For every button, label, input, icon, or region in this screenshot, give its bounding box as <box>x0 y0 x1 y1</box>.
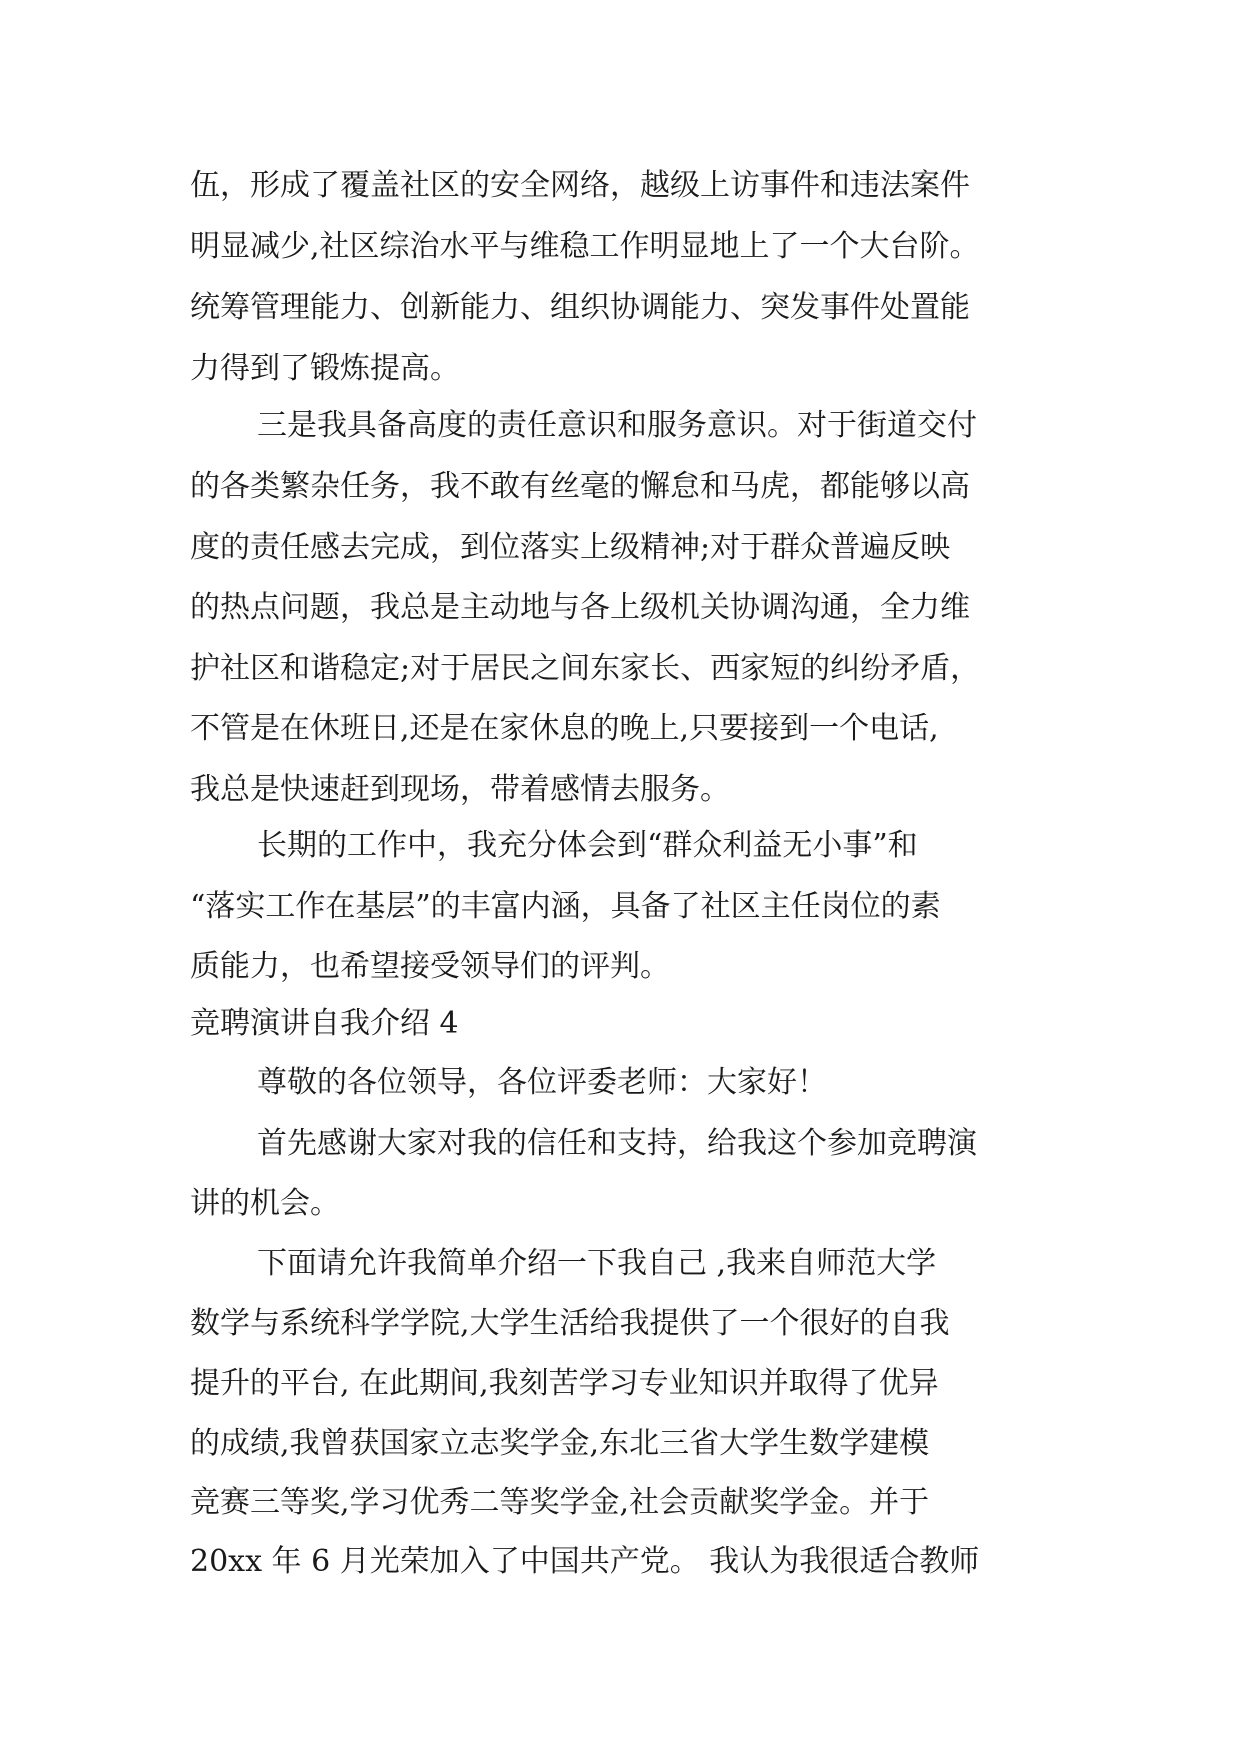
section-heading: 竞聘演讲自我介绍 4 <box>190 1006 459 1041</box>
text-line: 力得到了锻炼提高。 <box>190 351 460 386</box>
text-line: 的各类繁杂任务，我不敢有丝毫的懈怠和马虎，都能够以高 <box>190 469 970 504</box>
text-line: 我总是快速赶到现场，带着感情去服务。 <box>190 772 730 807</box>
text-line: 质能力，也希望接受领导们的评判。 <box>190 949 670 984</box>
text-line: 提升的平台, 在此期间,我刻苦学习专业知识并取得了优异 <box>190 1366 939 1401</box>
paragraph-start-line: 三是我具备高度的责任意识和服务意识。对于街道交付 <box>257 408 977 443</box>
text-line: 讲的机会。 <box>190 1186 340 1221</box>
text-line: 伍，形成了覆盖社区的安全网络，越级上访事件和违法案件 <box>190 168 970 203</box>
text-line: 20xx 年 6 月光荣加入了中国共产党。 我认为我很适合教师 <box>190 1544 980 1579</box>
paragraph-start-line: 长期的工作中，我充分体会到“群众利益无小事”和 <box>257 828 918 863</box>
text-line: 的成绩,我曾获国家立志奖学金,东北三省大学生数学建模 <box>190 1426 930 1461</box>
text-line: “落实工作在基层”的丰富内涵，具备了社区主任岗位的素 <box>190 889 941 924</box>
text-line: 统筹管理能力、创新能力、组织协调能力、突发事件处置能 <box>190 290 970 325</box>
text-line: 竞赛三等奖,学习优秀二等奖学金,社会贡献奖学金。并于 <box>190 1485 930 1520</box>
text-line: 明显减少,社区综治水平与维稳工作明显地上了一个大台阶。 <box>190 229 980 264</box>
text-line: 不管是在休班日,还是在家休息的晚上,只要接到一个电话, <box>190 711 939 746</box>
paragraph-start-line: 首先感谢大家对我的信任和支持，给我这个参加竞聘演 <box>257 1126 977 1161</box>
text-line: 数学与系统科学学院,大学生活给我提供了一个很好的自我 <box>190 1306 950 1341</box>
text-line: 的热点问题，我总是主动地与各上级机关协调沟通，全力维 <box>190 590 970 625</box>
salutation-line: 尊敬的各位领导，各位评委老师：大家好！ <box>257 1065 827 1100</box>
text-line: 度的责任感去完成，到位落实上级精神;对于群众普遍反映 <box>190 530 951 565</box>
paragraph-start-line: 下面请允许我简单介绍一下我自己 ,我来自师范大学 <box>257 1246 937 1281</box>
text-line: 护社区和谐稳定;对于居民之间东家长、西家短的纠纷矛盾， <box>190 651 981 686</box>
